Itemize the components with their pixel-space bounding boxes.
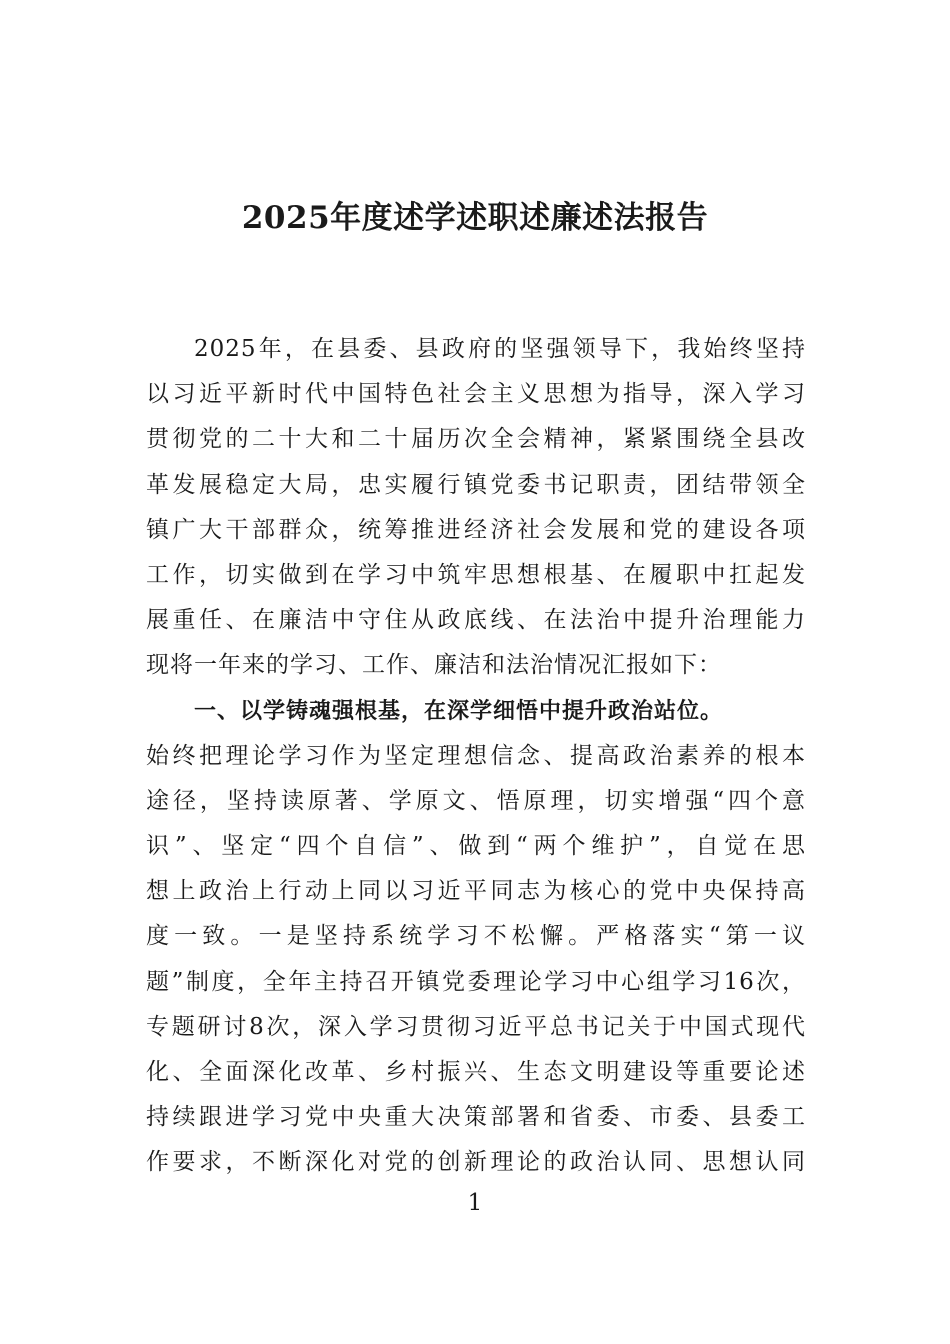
- paragraph-line: 展重任、在廉洁中守住从政底线、在法治中提升治理能力: [146, 607, 806, 634]
- paragraph-line: 2025年，在县委、县政府的坚强领导下，我始终坚持: [194, 336, 806, 362]
- paragraph-line: 始终把理论学习作为坚定理想信念、提高政治素养的根本: [146, 742, 806, 769]
- paragraph-line: 镇广大干部群众，统筹推进经济社会发展和党的建设各项: [146, 516, 806, 543]
- paragraph-line: 识”、坚定“四个自信”、做到“两个维护”，自觉在思: [146, 833, 806, 860]
- paragraph-line: 贯彻党的二十大和二十届历次全会精神，紧紧围绕全县改: [146, 426, 806, 453]
- paragraph-line: 工作，切实做到在学习中筑牢思想根基、在履职中扛起发: [146, 561, 806, 588]
- document-title: 2025年度述学述职述廉述法报告: [241, 200, 709, 236]
- paragraph-line: 现将一年来的学习、工作、廉洁和法治情况汇报如下：: [146, 652, 722, 679]
- paragraph-line: 途径，坚持读原著、学原文、悟原理，切实增强“四个意: [146, 787, 806, 814]
- paragraph-line: 度一致。一是坚持系统学习不松懈。严格落实“第一议: [146, 923, 806, 950]
- paragraph-line: 专题研讨8次，深入学习贯彻习近平总书记关于中国式现代: [146, 1013, 806, 1040]
- section-heading: 一、以学铸魂强根基，在深学细悟中提升政治站位。: [194, 698, 724, 724]
- page-number: 1: [467, 1190, 483, 1216]
- paragraph-line: 革发展稳定大局，忠实履行镇党委书记职责，团结带领全: [146, 471, 806, 498]
- paragraph-line: 题”制度，全年主持召开镇党委理论学习中心组学习16次，: [146, 968, 806, 995]
- paragraph-line: 以习近平新时代中国特色社会主义思想为指导，深入学习: [146, 381, 806, 408]
- paragraph-line: 化、全面深化改革、乡村振兴、生态文明建设等重要论述: [146, 1059, 806, 1085]
- paragraph-line: 作要求，不断深化对党的创新理论的政治认同、思想认同: [146, 1149, 806, 1176]
- document-body: [146, 327, 806, 1186]
- paragraph-line: 想上政治上行动上同以习近平同志为核心的党中央保持高: [146, 878, 806, 905]
- paragraph-line: 持续跟进学习党中央重大决策部署和省委、市委、县委工: [146, 1104, 806, 1131]
